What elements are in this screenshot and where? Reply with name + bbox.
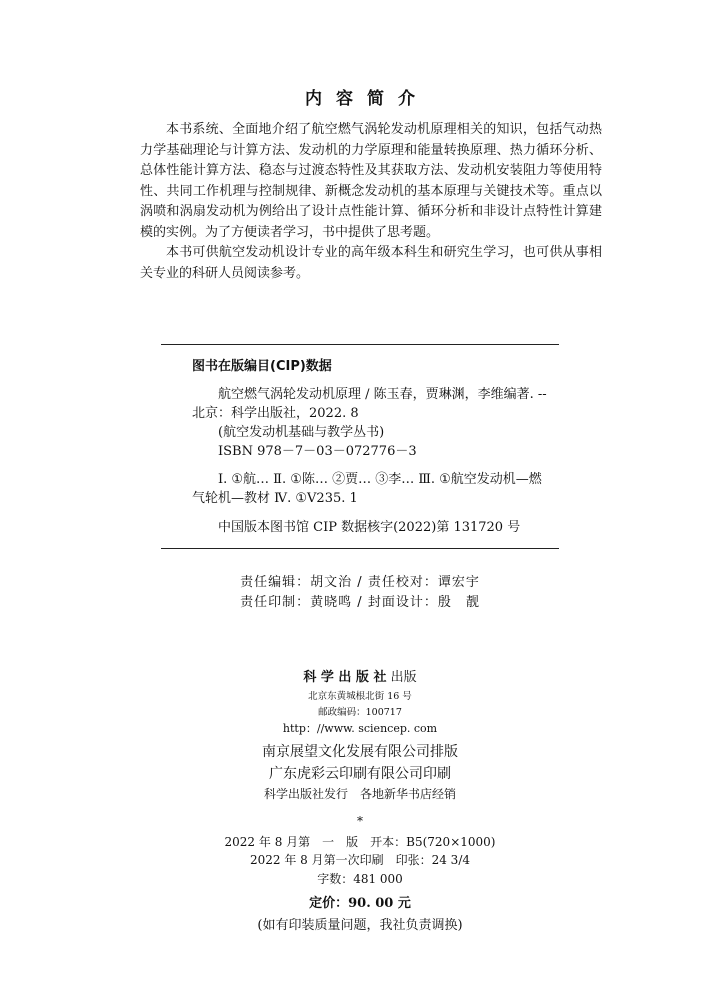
cip-top-rule <box>161 344 559 345</box>
distribution-info: 科学出版社发行 各地新华书店经销 <box>263 787 456 801</box>
publisher-postcode: 邮政编码：100717 <box>318 707 402 718</box>
cip-bottom-rule <box>161 548 559 549</box>
intro-text <box>140 120 602 284</box>
printing-info: 广东虎彩云印刷有限公司印刷 <box>269 766 451 782</box>
quality-notice: (如有印装质量问题，我社负责调换) <box>257 918 463 933</box>
intro-paragraph: 本书可供航空发动机设计专业的高年级本科生和研究生学习，也可供从事相关专业的科研人员阅读参考。 <box>140 245 602 281</box>
price: 定价：90. 00 元 <box>309 896 411 911</box>
separator-mark: * <box>357 814 363 828</box>
credits-production: 责任印制：黄晓鸣 / 封面设计：殷 靓 <box>240 595 480 610</box>
cip-heading: 图书在版编目(CIP)数据 <box>192 359 332 374</box>
cip-isbn: ISBN 978－7－03－072776－3 <box>218 444 417 459</box>
intro-paragraph: 本书系统、全面地介绍了航空燃气涡轮发动机原理相关的知识，包括气动热力学基础理论与计算方法、发动机的力学原理和能量转换原理、热力循环分析、总体性能计算方法、稳态与过渡态特性及其获取方法、发动机安装阻力等使用特性、共同工作机理与控制规律、新概念发动机的基本原理与关键技术等。重点以涡喷和涡扇发动机为例给出了设计点性能计算、循环分析和非设计点特性计算建模的实例。为了方便读者学习，书中提供了思考题。 <box>140 122 602 240</box>
typesetting-info: 南京展望文化发展有限公司排版 <box>262 744 458 760</box>
edition-line: 2022 年 8 月第 一 版 开本：B5(720×1000) <box>224 835 496 849</box>
publisher-action: 出版 <box>390 670 417 685</box>
cip-record: 中国版本图书馆 CIP 数据核字(2022)第 131720 号 <box>218 520 521 535</box>
credits-editors: 责任编辑：胡文治 / 责任校对：谭宏宇 <box>240 575 480 590</box>
cip-block <box>192 385 552 537</box>
publisher-name: 科 学 出 版 社 <box>303 670 387 685</box>
credits <box>0 573 720 613</box>
cip-classification: Ⅰ. ①航… Ⅱ. ①陈… ②贾… ③李… Ⅲ. ①航空发动机—燃气轮机—教材 Ⅳ. ①V235. 1 <box>192 472 542 506</box>
word-count: 字数：481 000 <box>317 872 403 886</box>
publisher-address: 北京东黄城根北街 16 号 <box>308 691 412 702</box>
publisher-website: http：//www. sciencep. com <box>282 722 438 735</box>
cip-series: (航空发动机基础与教学丛书) <box>218 425 385 440</box>
printing-line: 2022 年 8 月第一次印刷 印张：24 3/4 <box>249 853 470 867</box>
publisher-line <box>0 666 720 685</box>
page-title: 内容简介 <box>305 89 429 109</box>
cip-entry: 航空燃气涡轮发动机原理 / 陈玉春，贾琳渊，李维编著. -- 北京：科学出版社，2022. 8 <box>192 387 547 421</box>
